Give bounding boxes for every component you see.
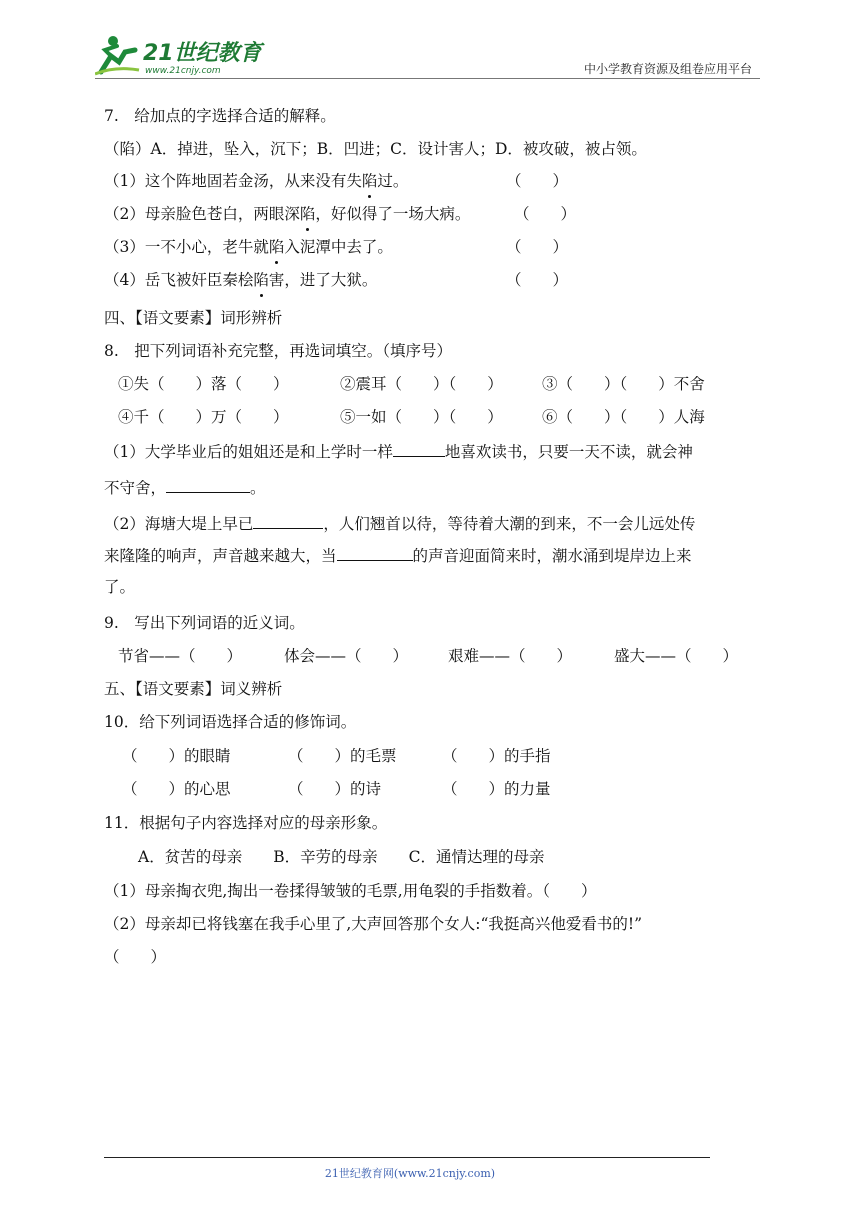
logo (95, 32, 265, 76)
q7-options: （陷）A．掉进，坠入，沉下；B．凹进；C．设计害人；D．被攻破，被占领。 (104, 140, 647, 158)
q8-sentence: （1）大学毕业后的姐姐还是和上学时一样 地喜欢读书，只要一天不读，就会神 (104, 440, 693, 463)
q11-options: A．贫苦的母亲 B．辛劳的母亲 C．通情达理的母亲 (138, 848, 545, 866)
q8-sentence: （2）海塘大堤上早已 ，人们翘首以待，等待着大潮的到来，不一会儿远处传 (104, 512, 695, 535)
dotted-char: 陷 (253, 271, 269, 289)
word-item: ⑥（ ）（ ）人海 (542, 408, 705, 426)
modifier-item: （ ）的力量 (442, 780, 551, 798)
q11-sentence: （2）母亲却已将钱塞在我手心里了,大声回答那个女人:“我挺高兴他爱看书的!” (104, 915, 643, 933)
q11-sentence: （1）母亲掏衣兜,掏出一卷揉得皱皱的毛票,用龟裂的手指数着。（ ） (104, 882, 597, 900)
answer-paren: （ ） (514, 205, 577, 223)
fill-blank (253, 512, 323, 529)
header-divider (95, 78, 760, 79)
q9-title: 9. 写出下列词语的近义词。 (104, 614, 305, 632)
q7-title: 7. 给加点的字选择合适的解释。 (104, 107, 336, 125)
q7-item: （2）母亲脸色苍白，两眼深陷，好似得了一场大病。 （ ） (104, 205, 577, 223)
modifier-item: （ ）的心思 (122, 780, 231, 798)
q8-sentence: 来隆隆的响声，声音越来越大，当 的声音迎面简来时，潮水涌到堤岸边上来 (104, 544, 692, 567)
q11-title: 11．根据句子内容选择对应的母亲形象。 (104, 814, 388, 832)
q8-title: 8. 把下列词语补充完整，再选词填空。（填序号） (104, 342, 453, 360)
logo-url: www.21cnjy.com (145, 66, 221, 76)
modifier-item: （ ）的眼睛 (122, 747, 231, 765)
section-heading: 四、【语文要素】词形辨析 (104, 309, 283, 327)
fill-blank (393, 440, 445, 457)
modifier-item: （ ）的诗 (288, 780, 382, 798)
answer-paren: （ ） (506, 238, 569, 256)
q8-sentence: 了。 (104, 578, 136, 596)
word-item: ④千（ ）万（ ） (118, 408, 289, 426)
section-heading: 五、【语文要素】词义辨析 (104, 680, 283, 698)
dotted-char: 陷 (299, 205, 316, 223)
platform-name: 中小学教育资源及组卷应用平台 (583, 62, 752, 76)
dotted-char: 陷 (268, 238, 285, 256)
answer-paren: （ ） (506, 172, 569, 190)
running-figure-icon (95, 36, 139, 74)
answer-paren: （ ） (506, 271, 569, 289)
dotted-char: 陷 (361, 172, 378, 190)
q7-item: （4）岳飞被奸臣秦桧陷害，进了大狱。 （ ） (104, 271, 569, 289)
modifier-item: （ ）的手指 (442, 747, 551, 765)
modifier-item: （ ）的毛票 (288, 747, 397, 765)
word-item: ②震耳（ ）（ ） (340, 375, 503, 393)
footer-text: 21世纪教育网(www.21cnjy.com) (324, 1167, 496, 1180)
synonym-item: 艰难——（ ） (448, 647, 573, 665)
answer-paren: （ ） (104, 948, 167, 966)
synonym-item: 盛大——（ ） (614, 647, 739, 665)
q10-title: 10．给下列词语选择合适的修饰词。 (104, 713, 357, 731)
word-item: ①失（ ）落（ ） (118, 375, 289, 393)
word-item: ③（ ）（ ）不舍 (542, 375, 705, 393)
synonym-item: 节省——（ ） (118, 647, 243, 665)
fill-blank (337, 544, 413, 561)
q8-sentence: 不守舍， 。 (104, 476, 266, 499)
q7-item: （3）一不小心，老牛就陷入泥潭中去了。 （ ） (104, 238, 569, 256)
synonym-item: 体会——（ ） (284, 647, 409, 665)
q7-item: （1）这个阵地固若金汤，从来没有失陷过。 （ ） (104, 172, 569, 190)
logo-text: 21世纪教育 (143, 41, 262, 66)
footer-divider (104, 1157, 710, 1158)
fill-blank (166, 476, 250, 493)
page-header (95, 30, 760, 80)
word-item: ⑤一如（ ）（ ） (340, 408, 503, 426)
